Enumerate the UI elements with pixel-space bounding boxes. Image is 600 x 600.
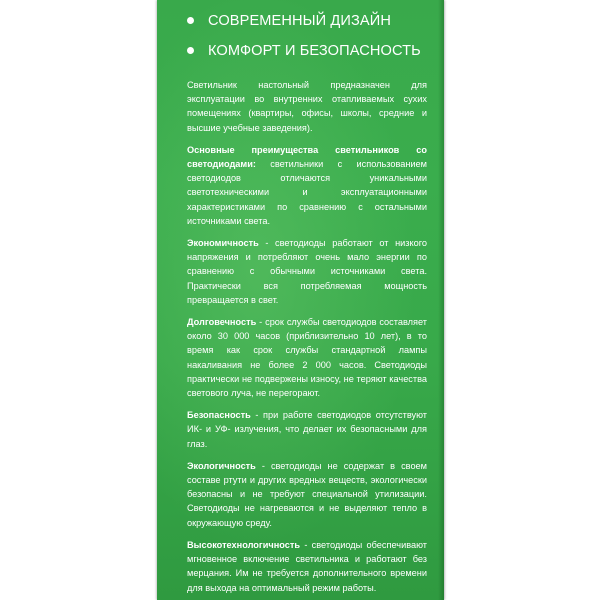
paragraph-text: - светодиоды обеспечивают мгновенное включение светильника и работают без мерцания. Им не требуется дополнительного времени для выхода на оптимальный режим работы. xyxy=(187,539,427,593)
paragraph-advantages xyxy=(187,143,427,228)
paragraph-lead: Основные преимущества светильников со светодиодами: xyxy=(187,144,427,170)
description-text xyxy=(187,78,427,600)
headline-list xyxy=(187,6,421,66)
paragraph-intro xyxy=(187,78,427,135)
green-info-panel xyxy=(157,0,444,600)
paragraph-lead: Долговечность xyxy=(187,317,257,328)
paragraph-text: светильники с использованием светодиодов отличаются уникальными светотехническими и эксплуатационными характеристиками по сравнению с остальными источниками света. xyxy=(187,159,427,226)
paragraph-durability xyxy=(187,315,427,400)
paragraph-lead: Высокотехнологичность xyxy=(187,539,301,550)
bullet-icon xyxy=(187,47,194,54)
headline-text: КОМФОРТ И БЕЗОПАСНОСТЬ xyxy=(208,43,421,59)
paragraph-text: - при работе светодиодов отсутствуют ИК- и УФ- излучения, что делает их безопасными для глаз. xyxy=(187,410,427,449)
paragraph-text: - срок службы светодиодов составляет около 30 000 часов (приблизительно 10 лет), в то время как срок службы стандартной лампы накаливания не более 2 000 часов. Светодиоды практически не подвержены износу, не теряют качества светового луча, не перегорают. xyxy=(187,317,427,399)
paragraph-economy xyxy=(187,236,427,307)
paragraph-text: Светильник настольный предназначен для эксплуатации во внутренних отапливаемых сухих помещениях (квартиры, офисы, школы, средние и высшие учебные заведения). xyxy=(187,80,427,133)
paragraph-hightech xyxy=(187,538,427,595)
paragraph-ecology xyxy=(187,459,427,530)
headline-text: СОВРЕМЕННЫЙ ДИЗАЙН xyxy=(208,13,391,29)
paragraph-safety xyxy=(187,408,427,451)
bullet-icon xyxy=(187,17,194,24)
paragraph-text: - светодиоды работают от низкого напряжения и потребляют очень мало энергии по сравнению с обычными источниками света. Практически вся потребляемая мощность превращается в свет. xyxy=(187,238,427,305)
headline-comfort-safety xyxy=(187,36,421,66)
headline-modern-design xyxy=(187,6,421,36)
paragraph-lead: Экологичность xyxy=(187,460,256,471)
paragraph-lead: Безопасность xyxy=(187,410,251,421)
paragraph-text: - светодиоды не содержат в своем составе ртути и других вредных веществ, экологически безопасны и не требуют специальной утилизации. Светодиоды не нагреваются и не выделяют тепло в окружающую среду. xyxy=(187,460,427,528)
paragraph-lead: Экономичность xyxy=(187,238,259,249)
